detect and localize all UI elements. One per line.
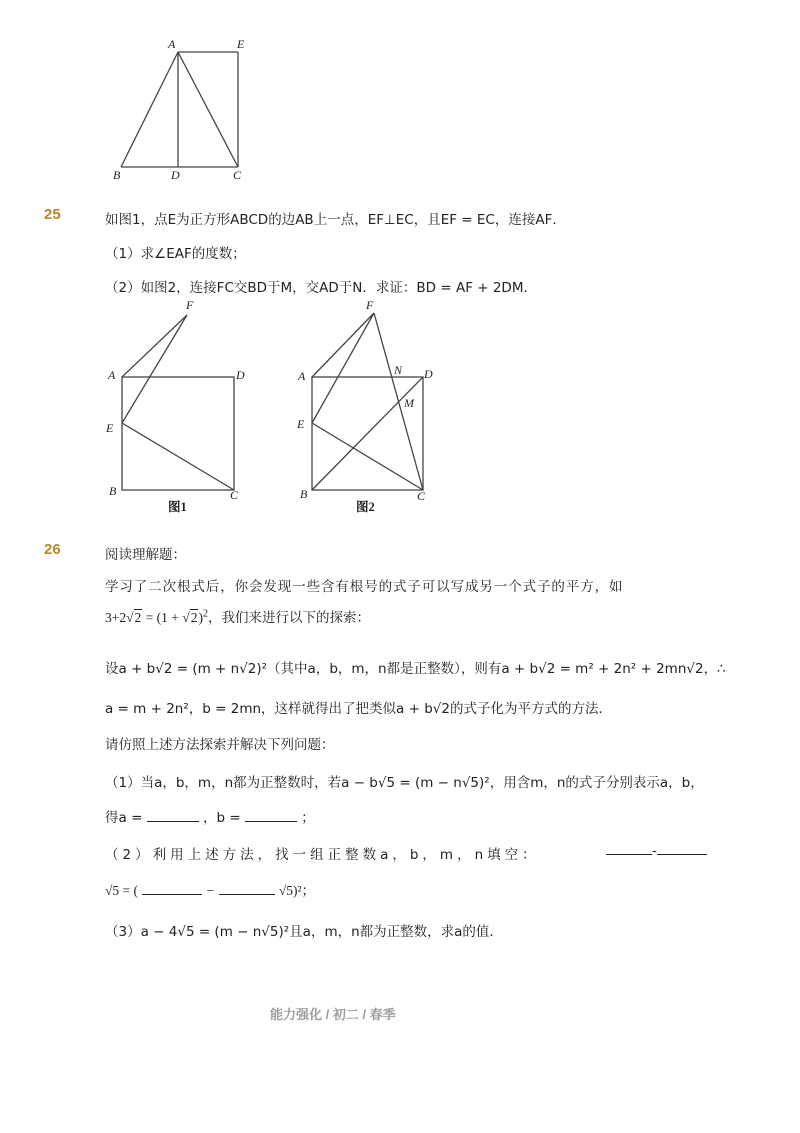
q26-line5: 请仿照上述方法探索并解决下列问题：: [105, 737, 335, 753]
q26-line7: 得a = ，b = ；: [105, 810, 315, 826]
label-E: E: [237, 37, 245, 51]
fig1-label-C: C: [230, 488, 239, 502]
figure-top-triangle-rectangle: [100, 30, 260, 190]
figure-2-square: [290, 295, 450, 520]
figure-1-square: [100, 295, 260, 520]
answer-blank-line9-2[interactable]: [219, 883, 275, 895]
q26-line10: （3）a − 4√5 = (m − n√5)²且a，m，n都为正整数，求a的值．: [105, 924, 503, 940]
answer-blank-line8-2[interactable]: [657, 843, 707, 855]
label-C: C: [233, 168, 242, 182]
fig2-label-C: C: [417, 489, 426, 503]
question-number-26: 26: [44, 541, 61, 558]
q26-line1: 学习了二次根式后，你会发现一些含有根号的式子可以写成另一个式子的平方，如: [105, 579, 624, 595]
fig1-label-B: B: [109, 484, 117, 498]
fig1-label-A: A: [108, 368, 116, 382]
q26-line8-blanks: -: [606, 843, 707, 859]
q26-line2: $3+2√2 = (1 + √2)^2$，我们来进行以下的探索：: [105, 608, 370, 626]
fig1-label-F: F: [186, 298, 194, 312]
answer-blank-a[interactable]: [147, 810, 199, 822]
fig1-label-E: E: [106, 421, 114, 435]
fig2-label-D: D: [424, 367, 433, 381]
fig2-caption: 图2: [356, 500, 375, 514]
label-B: B: [113, 168, 121, 182]
answer-blank-line9-1[interactable]: [142, 883, 202, 895]
label-D: D: [171, 168, 180, 182]
fig2-label-A: A: [298, 369, 306, 383]
answer-blank-line8-1[interactable]: [606, 843, 652, 855]
q26-line3: 设a + b√2 = (m + n√2)²（其中a，b，m，n都是正整数），则有a + b√2 = m² + 2n² + 2mn√2，∴: [105, 661, 726, 677]
answer-blank-b[interactable]: [245, 810, 297, 822]
q26-line4: a = m + 2n²，b = 2mn，这样就得出了把类似a + b√2的式子化为平方式的方法．: [105, 701, 612, 717]
fig2-label-E: E: [297, 417, 305, 431]
q26-line9: √5 = ( − √5)²；: [105, 883, 316, 898]
fig2-label-M: M: [404, 396, 414, 410]
fig2-label-N: N: [394, 363, 403, 377]
page-footer: 能力强化 / 初二 / 春季: [270, 1007, 396, 1022]
question-number-25: 25: [44, 206, 61, 223]
q25-stem: 如图1，点E为正方形ABCD的边AB上一点，EF⊥EC，且EF = EC，连接AF．: [105, 212, 566, 228]
q25-part1: （1）求∠EAF的度数；: [105, 246, 246, 262]
fig2-label-F: F: [366, 298, 374, 312]
q26-title: 阅读理解题：: [105, 547, 186, 563]
label-A: A: [168, 37, 176, 51]
fig1-caption: 图1: [168, 500, 187, 514]
q25-part2: （2）如图2，连接FC交BD于M，交AD于N．求证：BD = AF + 2DM．: [105, 280, 537, 296]
q26-line8: （2）利用上述方法，找一组正整数a，b，m，n填空：: [105, 847, 540, 863]
fig1-label-D: D: [236, 368, 245, 382]
q26-line6: （1）当a，b，m，n都为正整数时，若a − b√5 = (m − n√5)²，用含m，n的式子分别表示a，b，: [105, 775, 704, 791]
fig2-label-B: B: [300, 487, 308, 501]
